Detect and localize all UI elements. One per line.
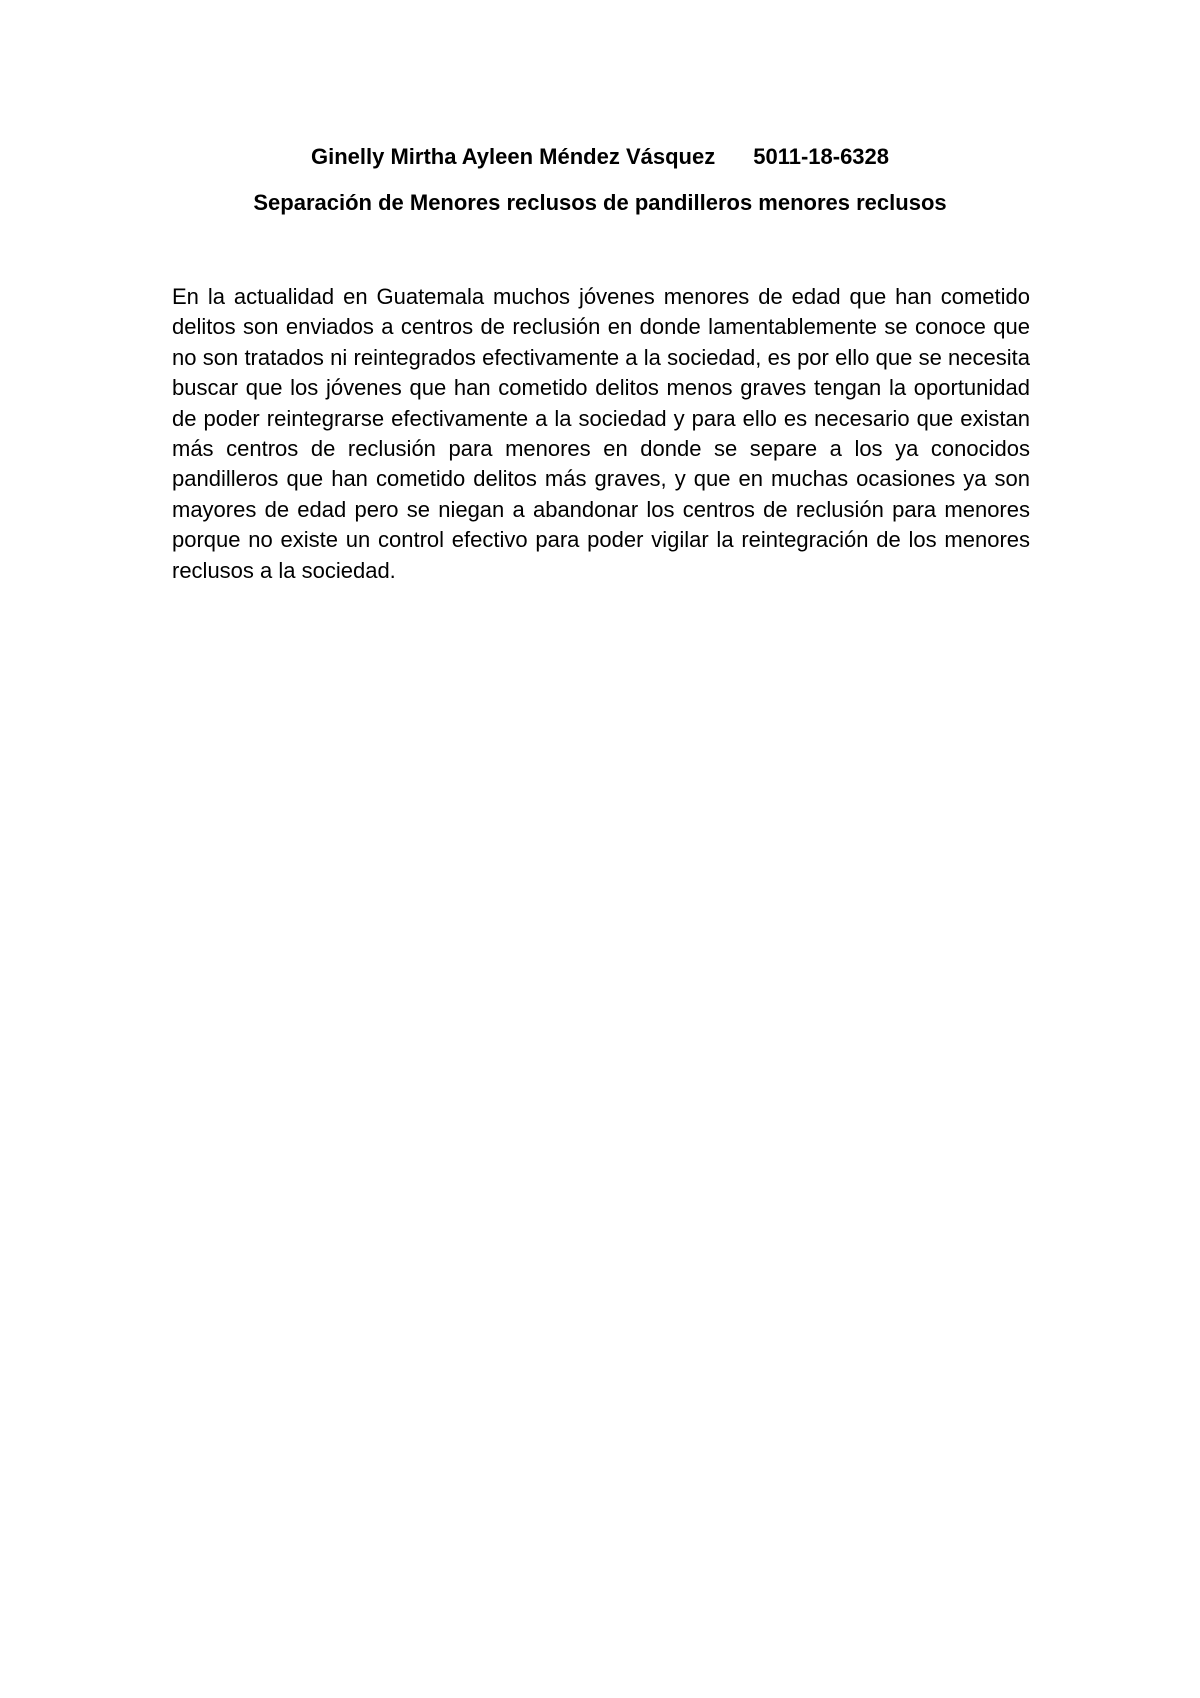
author-name: Ginelly Mirtha Ayleen Méndez Vásquez: [310, 144, 716, 169]
author-line: [0, 143, 1200, 171]
body-paragraph: En la actualidad en Guatemala muchos jóvenes menores de edad que han cometido delitos son enviados a centros de reclusión en donde lamentablemente se conoce que no son tratados ni reintegrados efectivamente a la sociedad, es por ello que se necesita buscar que los jóvenes que han cometido delitos menos graves tengan la oportunidad de poder reintegrarse efectivamente a la sociedad y para ello es necesario que existan más centros de reclusión para menores en donde se separe a los ya conocidos pandilleros que han cometido delitos más graves, y que en muchas ocasiones ya son mayores de edad pero se niegan a abandonar los centros de reclusión para menores porque no existe un control efectivo para poder vigilar la reintegración de los menores reclusos a la sociedad.: [172, 284, 1030, 583]
document-title: Separación de Menores reclusos de pandilleros menores reclusos: [253, 190, 947, 215]
student-id: 5011-18-6328: [753, 144, 890, 169]
